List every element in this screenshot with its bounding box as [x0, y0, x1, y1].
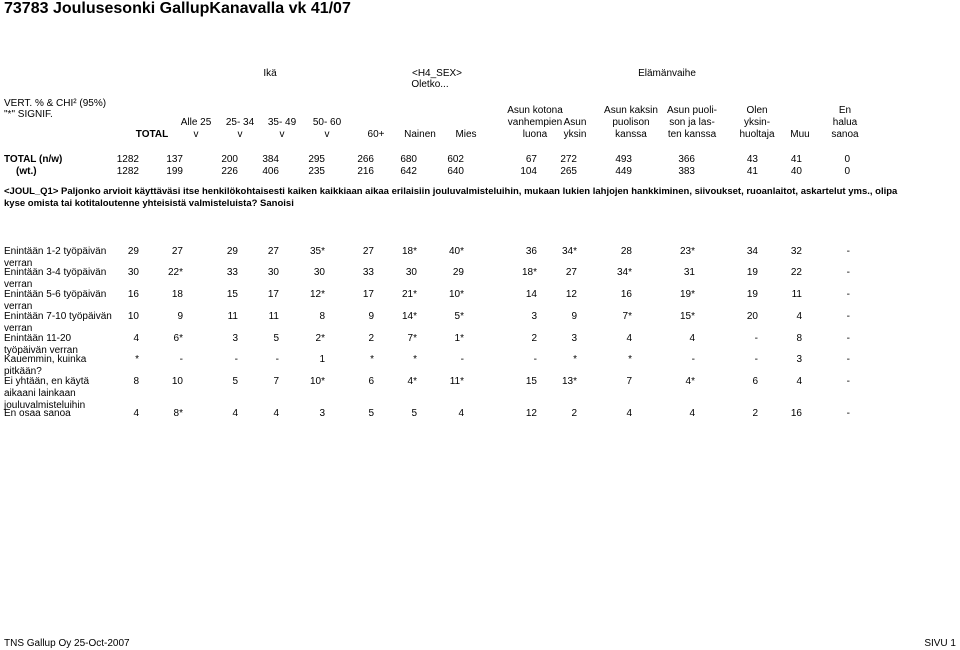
totals-cell: 640: [447, 166, 464, 177]
table-cell: 36: [525, 246, 537, 257]
table-cell: -: [691, 354, 695, 365]
table-cell: 2: [571, 408, 577, 419]
column-header-4: v: [324, 129, 330, 140]
table-cell: 5*: [454, 311, 464, 322]
totals-cell: 366: [678, 154, 695, 165]
table-cell: 7: [273, 376, 279, 387]
table-cell: *: [370, 354, 374, 365]
table-cell: 34: [746, 246, 758, 257]
sex-group-subheader: Oletko...: [411, 79, 449, 90]
totals-label: TOTAL (n/w): [4, 154, 63, 165]
table-cell: 12*: [309, 289, 325, 300]
totals-label: (wt.): [16, 166, 37, 177]
column-header-11: son ja las-: [669, 117, 715, 128]
table-cell: -: [179, 354, 183, 365]
table-cell: -: [846, 354, 850, 365]
totals-cell: 137: [166, 154, 183, 165]
table-cell: 30: [267, 267, 279, 278]
totals-cell: 41: [746, 166, 758, 177]
totals-cell: 383: [678, 166, 695, 177]
column-header-2: v: [237, 129, 243, 140]
row-label: Enintään 5-6 työpäivän verran: [4, 289, 107, 312]
table-cell: 3: [796, 354, 802, 365]
table-cell: 4*: [685, 376, 695, 387]
column-header-9: yksin: [563, 129, 587, 140]
totals-cell: 1282: [116, 166, 139, 177]
table-cell: 27: [565, 267, 577, 278]
table-cell: 18*: [401, 246, 417, 257]
column-header-7: Mies: [455, 129, 477, 140]
table-cell: 4: [689, 333, 695, 344]
row-label: Enintään 7-10 työpäivän verran: [4, 311, 112, 334]
row-label: Ei yhtään, en käytä aikaani lainkaan jouluvalmisteluihin: [4, 376, 90, 411]
table-cell: 23*: [679, 246, 695, 257]
column-header-8: luona: [522, 129, 548, 140]
column-header-3: v: [279, 129, 285, 140]
totals-cell: 265: [560, 166, 577, 177]
question-text: <JOUL_Q1> Paljonko arvioit käyttäväsi itse henkilökohtaisesti kaiken kaikkiaan aikaa erilaisiin jouluvalmisteluihin, mukaan lukien lahjojen hankkiminen, siivoukset, ruoanlaitot, askartelut yms., olipa kyse omista tai kotitaloutenne yhteisistä valmisteluista? Sanoisi: [4, 186, 898, 209]
table-cell: 21*: [401, 289, 417, 300]
table-cell: 19*: [679, 289, 695, 300]
column-header-12: huoltaja: [739, 129, 775, 140]
totals-cell: 43: [746, 154, 758, 165]
table-cell: 11: [791, 289, 802, 300]
sex-group-header: <H4_SEX>: [411, 68, 463, 79]
table-cell: 13*: [561, 376, 577, 387]
column-header-10: Asun kaksin: [604, 105, 658, 116]
table-cell: 30: [405, 267, 417, 278]
column-header-3: 35- 49: [267, 117, 297, 128]
table-cell: -: [846, 376, 850, 387]
table-cell: 4: [133, 408, 139, 419]
column-header-8: Asun kotona: [507, 105, 563, 116]
totals-cell: 602: [447, 154, 464, 165]
table-cell: 4: [133, 333, 139, 344]
table-cell: 5: [411, 408, 417, 419]
table-cell: 10*: [448, 289, 464, 300]
table-cell: 35*: [309, 246, 325, 257]
table-cell: -: [846, 333, 850, 344]
row-label: Kauemmin, kuinka pitkään?: [4, 354, 87, 377]
totals-cell: 266: [357, 154, 374, 165]
row-label: Enintään 11-20 työpäivän verran: [4, 333, 78, 356]
table-cell: 27: [267, 246, 279, 257]
table-cell: 9: [571, 311, 577, 322]
column-header-11: ten kanssa: [667, 129, 717, 140]
table-cell: 10: [127, 311, 139, 322]
totals-cell: 449: [615, 166, 632, 177]
totals-cell: 104: [520, 166, 537, 177]
table-cell: 6*: [173, 333, 183, 344]
column-header-12: yksin-: [743, 117, 771, 128]
table-cell: 12: [565, 289, 577, 300]
table-cell: 32: [790, 246, 802, 257]
table-cell: -: [275, 354, 279, 365]
table-cell: -: [754, 333, 758, 344]
table-cell: 10*: [309, 376, 325, 387]
table-cell: 9: [368, 311, 374, 322]
table-cell: 16: [620, 289, 632, 300]
table-cell: -: [846, 267, 850, 278]
totals-cell: 295: [308, 154, 325, 165]
table-cell: 5: [273, 333, 279, 344]
table-cell: 11: [268, 311, 279, 322]
table-cell: 5: [368, 408, 374, 419]
table-cell: 18: [171, 289, 183, 300]
column-header-1: v: [193, 129, 199, 140]
table-cell: 3: [531, 311, 537, 322]
column-header-0: TOTAL: [135, 129, 169, 140]
table-cell: 4: [273, 408, 279, 419]
table-cell: 33: [226, 267, 238, 278]
table-cell: -: [846, 289, 850, 300]
table-cell: 5: [232, 376, 238, 387]
table-cell: -: [533, 354, 537, 365]
table-cell: 16: [790, 408, 802, 419]
table-cell: 6: [368, 376, 374, 387]
table-cell: 33: [362, 267, 374, 278]
table-cell: 8: [319, 311, 325, 322]
table-cell: 11*: [449, 376, 464, 387]
table-cell: 2: [752, 408, 758, 419]
life-stage-group-header: Elämänvaihe: [638, 68, 696, 79]
table-cell: 17: [362, 289, 374, 300]
table-cell: 29: [127, 246, 139, 257]
totals-cell: 235: [308, 166, 325, 177]
totals-cell: 200: [221, 154, 238, 165]
totals-cell: 272: [560, 154, 577, 165]
table-cell: 7*: [622, 311, 632, 322]
column-header-12: Olen: [746, 105, 768, 116]
table-cell: 15: [226, 289, 238, 300]
totals-cell: 41: [790, 154, 802, 165]
table-cell: 19: [746, 289, 758, 300]
totals-cell: 67: [525, 154, 537, 165]
table-cell: 30: [313, 267, 325, 278]
totals-cell: 199: [166, 166, 183, 177]
significance-note: VERT. % & CHI² (95%): [4, 98, 107, 109]
footer-page: SIVU 1: [924, 638, 956, 649]
totals-cell: 226: [221, 166, 238, 177]
table-cell: 20: [746, 311, 758, 322]
table-cell: 22: [790, 267, 802, 278]
column-header-10: puolison: [612, 117, 650, 128]
table-cell: -: [846, 311, 850, 322]
table-cell: 19: [746, 267, 758, 278]
table-cell: 40*: [448, 246, 464, 257]
row-label: En osaa sanoa: [4, 408, 71, 419]
column-header-14: halua: [832, 117, 858, 128]
table-cell: -: [234, 354, 238, 365]
table-cell: 15: [525, 376, 537, 387]
table-cell: 3: [319, 408, 325, 419]
table-cell: 29: [452, 267, 464, 278]
table-cell: 8*: [173, 408, 183, 419]
table-cell: -: [460, 354, 464, 365]
table-cell: 1*: [454, 333, 464, 344]
signif-marker-note: "*" SIGNIF.: [4, 109, 53, 120]
table-cell: -: [846, 408, 850, 419]
table-cell: 7: [626, 376, 632, 387]
table-cell: 18*: [521, 267, 537, 278]
table-cell: 30: [127, 267, 139, 278]
table-cell: *: [573, 354, 577, 365]
report-title: 73783 Joulusesonki GallupKanavalla vk 41/07: [4, 0, 351, 17]
table-cell: 17: [267, 289, 279, 300]
table-cell: 8: [796, 333, 802, 344]
column-header-10: kanssa: [615, 129, 647, 140]
table-cell: 31: [683, 267, 695, 278]
column-header-1: Alle 25: [180, 117, 212, 128]
table-cell: 4: [796, 311, 802, 322]
table-cell: -: [754, 354, 758, 365]
table-cell: 4: [689, 408, 695, 419]
column-header-11: Asun puoli-: [666, 105, 718, 116]
footer-source: TNS Gallup Oy 25-Oct-2007: [4, 638, 130, 649]
table-cell: 34*: [616, 267, 632, 278]
table-cell: *: [413, 354, 417, 365]
table-cell: 12: [525, 408, 537, 419]
table-cell: 16: [127, 289, 139, 300]
table-cell: 4: [796, 376, 802, 387]
table-cell: 11: [227, 311, 238, 322]
column-header-14: sanoa: [831, 129, 859, 140]
table-cell: 34*: [561, 246, 577, 257]
column-header-4: 50- 60: [312, 117, 342, 128]
table-cell: 4: [232, 408, 238, 419]
column-header-9: Asun: [563, 117, 587, 128]
table-cell: 4: [458, 408, 464, 419]
totals-cell: 40: [790, 166, 802, 177]
table-cell: 4: [626, 408, 632, 419]
totals-cell: 384: [262, 154, 279, 165]
table-cell: 28: [620, 246, 632, 257]
row-label: Enintään 1-2 työpäivän verran: [4, 246, 107, 269]
table-cell: 1: [319, 354, 325, 365]
table-cell: 2: [531, 333, 537, 344]
table-cell: *: [628, 354, 632, 365]
table-cell: 2*: [315, 333, 325, 344]
totals-cell: 0: [844, 166, 850, 177]
table-cell: 3: [232, 333, 238, 344]
totals-cell: 216: [357, 166, 374, 177]
table-cell: 29: [226, 246, 238, 257]
table-cell: 27: [171, 246, 183, 257]
table-cell: 14: [525, 289, 537, 300]
totals-cell: 0: [844, 154, 850, 165]
column-header-8: vanhempien: [507, 117, 563, 128]
table-cell: 2: [368, 333, 374, 344]
table-cell: 3: [571, 333, 577, 344]
totals-cell: 642: [400, 166, 417, 177]
table-cell: -: [846, 246, 850, 257]
column-header-6: Nainen: [404, 129, 436, 140]
column-header-5: 60+: [367, 129, 385, 140]
table-cell: 4*: [407, 376, 417, 387]
age-group-header: Ikä: [263, 68, 277, 79]
row-label: Enintään 3-4 työpäivän verran: [4, 267, 107, 290]
totals-cell: 406: [262, 166, 279, 177]
table-cell: 27: [362, 246, 374, 257]
table-cell: 7*: [407, 333, 417, 344]
table-cell: 6: [752, 376, 758, 387]
totals-cell: 680: [400, 154, 417, 165]
table-cell: 8: [133, 376, 139, 387]
totals-cell: 1282: [116, 154, 139, 165]
table-cell: 10: [171, 376, 183, 387]
table-cell: 14*: [401, 311, 417, 322]
column-header-13: Muu: [790, 129, 810, 140]
column-header-2: 25- 34: [225, 117, 255, 128]
table-cell: 15*: [679, 311, 695, 322]
table-cell: 4: [626, 333, 632, 344]
totals-cell: 493: [615, 154, 632, 165]
table-cell: 9: [177, 311, 183, 322]
column-header-14: En: [838, 105, 852, 116]
table-cell: 22*: [167, 267, 183, 278]
table-cell: *: [135, 354, 139, 365]
